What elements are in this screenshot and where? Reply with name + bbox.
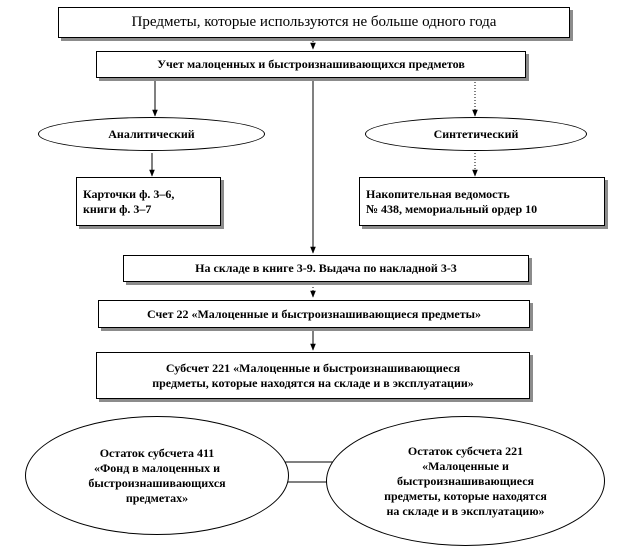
accounting-text: Учет малоценных и быстроизнашивающихся предметов (157, 57, 465, 71)
balance411-line-3: быстроизнашивающихся (88, 475, 226, 490)
subaccount221-line-1: Субсчет 221 «Малоценные и быстроизнашивающиеся (165, 360, 461, 375)
synthetic-text: Синтетический (433, 126, 519, 141)
balance221-ellipse (326, 416, 605, 546)
account22-text: Счет 22 «Малоценные и быстроизнашивающиеся предметы» (146, 306, 482, 321)
ledger-box (359, 177, 605, 226)
subaccount221-box (96, 352, 530, 399)
balance221-line-1: Остаток субсчета 221 (407, 443, 524, 458)
ledger-line-2: № 438, мемориальный ордер 10 (366, 201, 538, 216)
balance221-line-4: предметы, которые находятся (384, 488, 547, 503)
account22-box (98, 300, 530, 328)
cards-box (76, 177, 221, 226)
analytic-ellipse (38, 117, 265, 151)
balance221-line-5: на складе и в эксплуатацию» (386, 503, 545, 518)
title-box (58, 7, 570, 38)
balance221-line-2: «Малоценные и (422, 458, 509, 473)
warehouse-box (123, 255, 529, 282)
cards-line-2: книги ф. 3–7 (83, 201, 152, 216)
warehouse-text: На складе в книге 3-9. Выдача по накладной 3-3 (195, 261, 457, 275)
cards-line-1: Карточки ф. 3–6, (83, 186, 175, 201)
ledger-line-1: Накопительная ведомость (366, 186, 510, 201)
balance411-line-1: Остаток субсчета 411 (99, 445, 215, 460)
title-text: Предметы, которые используются не больше одного года (131, 14, 497, 30)
balance411-ellipse (25, 416, 289, 535)
synthetic-ellipse (365, 117, 587, 151)
subaccount221-line-2: предметы, которые находятся на складе и в эксплуатации» (152, 375, 474, 390)
balance411-line-2: «Фонд в малоценных и (93, 460, 221, 475)
balance221-line-3: быстроизнашивающиеся (396, 473, 535, 488)
balance411-line-4: предметах» (125, 490, 189, 505)
accounting-box (96, 51, 526, 78)
analytic-text: Аналитический (108, 126, 195, 141)
